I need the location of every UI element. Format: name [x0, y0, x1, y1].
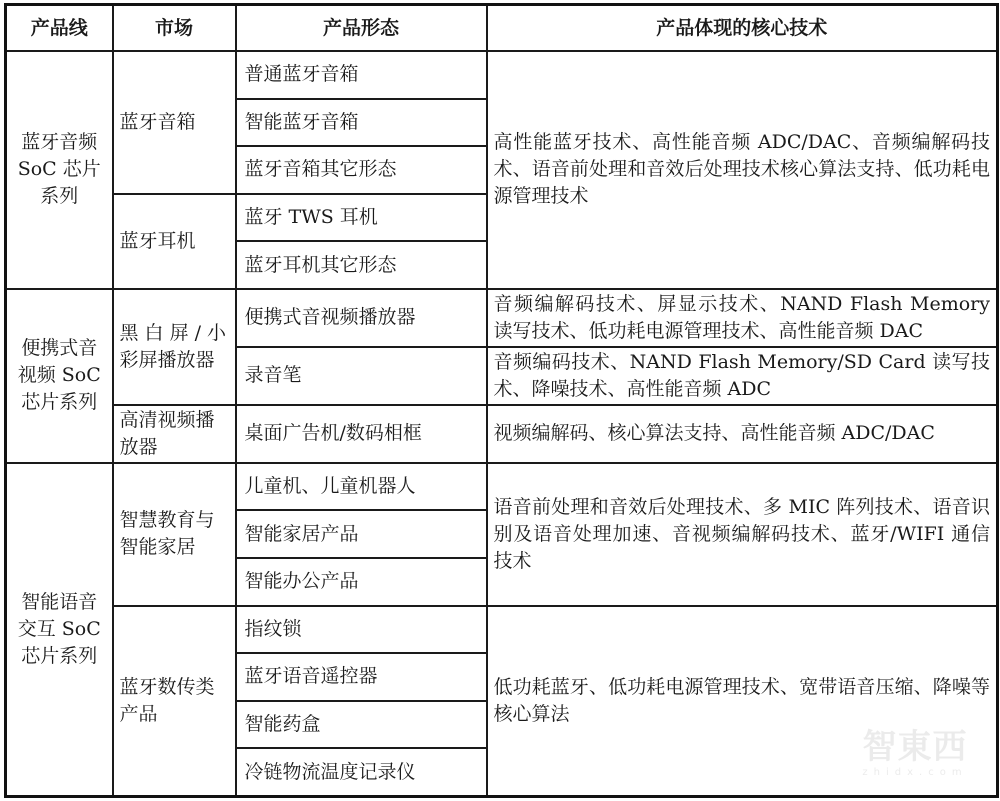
table-row — [6, 405, 998, 463]
product-line-cell: 蓝牙音频 SoC 芯片系列 — [6, 51, 113, 289]
core-tech-cell: 音频编解码技术、屏显示技术、NAND Flash Memory 读写技术、低功耗电源管理技术、高性能音频 DAC — [487, 289, 998, 347]
market-cell: 蓝牙音箱 — [113, 51, 236, 194]
table-row — [6, 463, 998, 511]
header-product-line: 产品线 — [6, 5, 113, 52]
product-form-cell: 智能办公产品 — [236, 558, 487, 606]
header-market: 市场 — [113, 5, 236, 52]
product-form-cell: 普通蓝牙音箱 — [236, 51, 487, 99]
product-form-cell: 桌面广告机/数码相框 — [236, 405, 487, 463]
watermark-text: 智東西 — [862, 727, 968, 767]
table-row — [6, 289, 998, 347]
product-form-cell: 蓝牙耳机其它形态 — [236, 241, 487, 289]
header-row — [6, 5, 998, 52]
watermark-subtext: zhidx.com — [862, 767, 968, 778]
core-tech-cell: 高性能蓝牙技术、高性能音频 ADC/DAC、音频编解码技术、语音前处理和音效后处理技术核心算法支持、低功耗电源管理技术 — [487, 51, 998, 289]
core-tech-cell: 视频编解码、核心算法支持、高性能音频 ADC/DAC — [487, 405, 998, 463]
core-tech-cell: 低功耗蓝牙、低功耗电源管理技术、宽带语音压缩、降噪等核心算法 — [487, 606, 998, 797]
market-cell: 蓝牙耳机 — [113, 194, 236, 289]
product-form-cell: 指纹锁 — [236, 606, 487, 654]
core-tech-cell: 音频编码技术、NAND Flash Memory/SD Card 读写技术、降噪技术、高性能音频 ADC — [487, 347, 998, 405]
product-form-cell: 蓝牙音箱其它形态 — [236, 146, 487, 194]
product-line-cell: 智能语音交互 SoC 芯片系列 — [6, 463, 113, 797]
market-cell: 高清视频播放器 — [113, 405, 236, 463]
product-form-cell: 儿童机、儿童机器人 — [236, 463, 487, 511]
table-row — [6, 606, 998, 654]
market-cell: 黑 白 屏 / 小 彩屏播放器 — [113, 289, 236, 405]
market-cell: 蓝牙数传类产品 — [113, 606, 236, 797]
product-form-cell: 便携式音视频播放器 — [236, 289, 487, 347]
header-product-form: 产品形态 — [236, 5, 487, 52]
product-technology-table — [4, 3, 999, 798]
product-form-cell: 蓝牙 TWS 耳机 — [236, 194, 487, 242]
product-form-cell: 冷链物流温度记录仪 — [236, 748, 487, 796]
table-row — [6, 51, 998, 99]
product-form-cell: 录音笔 — [236, 347, 487, 405]
product-form-cell: 智能蓝牙音箱 — [236, 99, 487, 147]
product-line-cell: 便携式音视频 SoC 芯片系列 — [6, 289, 113, 463]
product-form-cell: 智能家居产品 — [236, 510, 487, 558]
core-tech-cell: 语音前处理和音效后处理技术、多 MIC 阵列技术、语音识别及语音处理加速、音视频编解码技术、蓝牙/WIFI 通信技术 — [487, 463, 998, 606]
product-form-cell: 蓝牙语音遥控器 — [236, 653, 487, 701]
header-core-tech: 产品体现的核心技术 — [487, 5, 998, 52]
product-form-cell: 智能药盒 — [236, 701, 487, 749]
market-cell: 智慧教育与智能家居 — [113, 463, 236, 606]
